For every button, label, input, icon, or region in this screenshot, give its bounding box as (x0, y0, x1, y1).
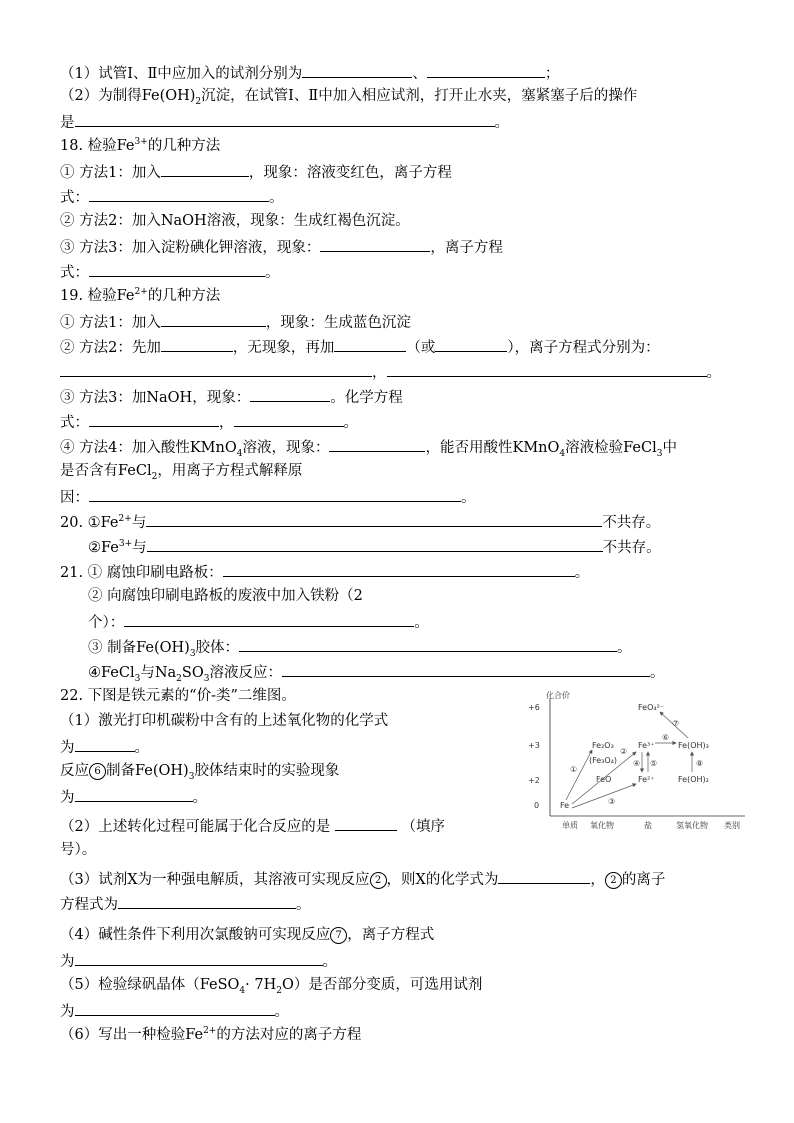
answer-blank[interactable] (239, 636, 617, 652)
answer-blank[interactable] (75, 111, 495, 127)
answer-blank[interactable] (223, 561, 575, 577)
q20-line1: 20. $①Fe^{2+}$与 不共存。 (60, 511, 660, 533)
node-feoh2: Fe(OH)₂ (678, 775, 709, 784)
answer-blank[interactable] (161, 336, 233, 352)
q19-method1: ① 方法1：加入 ，现象：生成蓝色沉淀 (60, 311, 411, 333)
q22-p3-line2: 方程式为 。 (60, 893, 311, 915)
node-fe3o4: (Fe₃O₄) (589, 756, 618, 765)
q21-line3: ③ 制备$Fe(OH)_3$胶体： 。 (88, 636, 632, 658)
q22-p4-line2: 为 。 (60, 950, 337, 972)
q22-p1-line3: 反应 6 制备$Fe(OH)_3$胶体结束时的实验现象 (60, 763, 340, 782)
reaction-label-2: ② (620, 747, 628, 756)
q18-title: 18. 检验$Fe^{3+}$的几种方法 (60, 137, 221, 154)
q21-line4: ④FeCl$_3$与$Na_2SO_3$溶液反应： 。 (88, 661, 664, 683)
q18-method3-line2: 式： 。 (60, 261, 280, 283)
q22-p2-line2: 号）。 (60, 842, 97, 858)
y-tick-3: +3 (528, 741, 540, 750)
q17-part2-line2: 是 。 (60, 111, 509, 133)
q22-p6: （6）写出一种检验$Fe^{2+}$的方法对应的离子方程 (60, 1026, 362, 1043)
q18-method3: ③ 方法3：加入淀粉碘化钾溶液，现象： ，离子方程 (60, 236, 503, 258)
node-feo4: FeO₄²⁻ (638, 703, 665, 712)
reaction-2-circle: 2 (370, 872, 387, 889)
q22-p3: （3）试剂X为一种强电解质，其溶液可实现反应 2 ，则X的化学式为 ， 2 的离子 (60, 868, 665, 890)
answer-blank[interactable] (320, 236, 430, 252)
q22-title: 22. 下图是铁元素的“价-类”二维图。 (60, 688, 296, 704)
q22-p4: （4）碱性条件下利用次氯酸钠可实现反应 7 ，离子方程式 (60, 927, 435, 943)
reaction-label-4: ④ (633, 759, 641, 768)
q18-method1: ① 方法1：加入 ，现象：溶液变红色，离子方程 (60, 161, 452, 183)
node-fe: Fe (560, 801, 570, 810)
reaction-2-circle: 2 (605, 872, 622, 889)
y-tick-2: +2 (528, 776, 540, 785)
q19-method2-line2: ， 。 (60, 361, 721, 383)
y-tick-6: +6 (528, 703, 540, 712)
q19-method4-line2: 是否含有FeCl$_2$，用离子方程式解释原 (60, 463, 303, 482)
q19-method3-line2: 式： ， 。 (60, 411, 358, 433)
q19-method4: ④ 方法4：加入酸性KMnO$_4$溶液，现象： ，能否用酸性KMnO$_4$溶液检验FeCl$_3$中 (60, 436, 677, 458)
answer-blank[interactable] (146, 511, 602, 527)
q22-p5-line2: 为 。 (60, 1000, 289, 1022)
x-cat-salt: 盐 (644, 821, 652, 830)
node-fe2: Fe²⁺ (638, 775, 655, 784)
answer-blank[interactable] (147, 536, 603, 552)
answer-blank[interactable] (75, 950, 323, 966)
reaction-label-1: ① (570, 765, 578, 774)
answer-blank[interactable] (89, 261, 265, 277)
answer-blank[interactable] (435, 336, 507, 352)
reaction-6-circle: 6 (89, 763, 106, 780)
reaction-label-7: ⑦ (672, 719, 680, 728)
node-feoh3: Fe(OH)₃ (678, 741, 709, 750)
q22-p2: （2）上述转化过程可能属于化合反应的是 （填序 (60, 815, 445, 837)
answer-blank[interactable] (302, 62, 412, 78)
answer-blank[interactable] (75, 786, 193, 802)
answer-blank[interactable] (60, 361, 372, 377)
node-fe2o3: Fe₂O₃ (592, 741, 614, 750)
node-fe3: Fe³⁺ (638, 741, 655, 750)
reaction-7-circle: 7 (330, 927, 347, 944)
q19-method2: ② 方法2：先加 ，无现象，再加 （或 ），离子方程式分别为： (60, 336, 660, 358)
q21-line2: ② 向腐蚀印刷电路板的废液中加入铁粉（2 (88, 588, 363, 604)
q17-part1: （1）试管Ⅰ、Ⅱ中应加入的试剂分别为 、 ； (60, 62, 559, 84)
answer-blank[interactable] (329, 436, 425, 452)
arrow-1 (566, 750, 592, 800)
iron-valence-class-diagram (520, 688, 750, 833)
q19-method4-line3: 因： 。 (60, 486, 476, 508)
q19-title: 19. 检验$Fe^{2+}$的几种方法 (60, 287, 221, 304)
q22-p1-line1: （1）激光打印机碳粉中含有的上述氧化物的化学式 (60, 713, 389, 729)
answer-blank[interactable] (250, 386, 330, 402)
reaction-label-5: ⑤ (650, 759, 658, 768)
q22-p1-line2: 为 。 (60, 736, 149, 758)
answer-blank[interactable] (498, 868, 590, 884)
reaction-label-8: ⑧ (696, 759, 704, 768)
answer-blank[interactable] (161, 311, 266, 327)
q18-method2: ② 方法2：加入NaOH溶液，现象：生成红褐色沉淀。 (60, 213, 410, 229)
q22-p5: （5）检验绿矾晶体（FeSO$_4$· $7H_2O$）是否部分变质，可选用试剂 (60, 977, 483, 996)
answer-blank[interactable] (75, 1000, 275, 1016)
answer-blank[interactable] (234, 411, 344, 427)
x-cat-oxide: 氧化物 (590, 821, 614, 830)
answer-blank[interactable] (387, 361, 707, 377)
y-axis-label: 化合价 (546, 691, 570, 700)
answer-blank[interactable] (335, 815, 397, 831)
q18-method1-line2: 式： 。 (60, 186, 284, 208)
x-cat-element: 单质 (562, 821, 578, 830)
q17-part2: （2）为制得$Fe(OH)_2$沉淀，在试管Ⅰ、Ⅱ中加入相应试剂，打开止水夹，塞紧塞子后的操作 (60, 88, 638, 107)
reaction-label-6: ⑥ (662, 733, 670, 742)
answer-blank[interactable] (118, 893, 296, 909)
answer-blank[interactable] (89, 411, 219, 427)
q22-p1-line4: 为 。 (60, 786, 207, 808)
q21-line1: 21. ① 腐蚀印刷电路板： 。 (60, 561, 589, 583)
x-cat-hydroxide: 氢氧化物 (676, 821, 708, 830)
q20-line2: $②Fe^{3+}$与 不共存。 (88, 536, 661, 558)
answer-blank[interactable] (124, 611, 414, 627)
answer-blank[interactable] (282, 661, 650, 677)
y-tick-0: 0 (534, 801, 540, 810)
answer-blank[interactable] (427, 62, 545, 78)
answer-blank[interactable] (75, 736, 135, 752)
answer-blank[interactable] (334, 336, 406, 352)
q19-method3: ③ 方法3：加NaOH，现象： 。化学方程 (60, 386, 403, 408)
answer-blank[interactable] (89, 486, 461, 502)
answer-blank[interactable] (161, 161, 249, 177)
node-feo: FeO (596, 775, 612, 784)
x-cat-label: 类别 (724, 821, 740, 830)
answer-blank[interactable] (89, 186, 269, 202)
q21-line2b: 个）： 。 (88, 611, 429, 633)
reaction-label-3: ③ (608, 797, 616, 806)
